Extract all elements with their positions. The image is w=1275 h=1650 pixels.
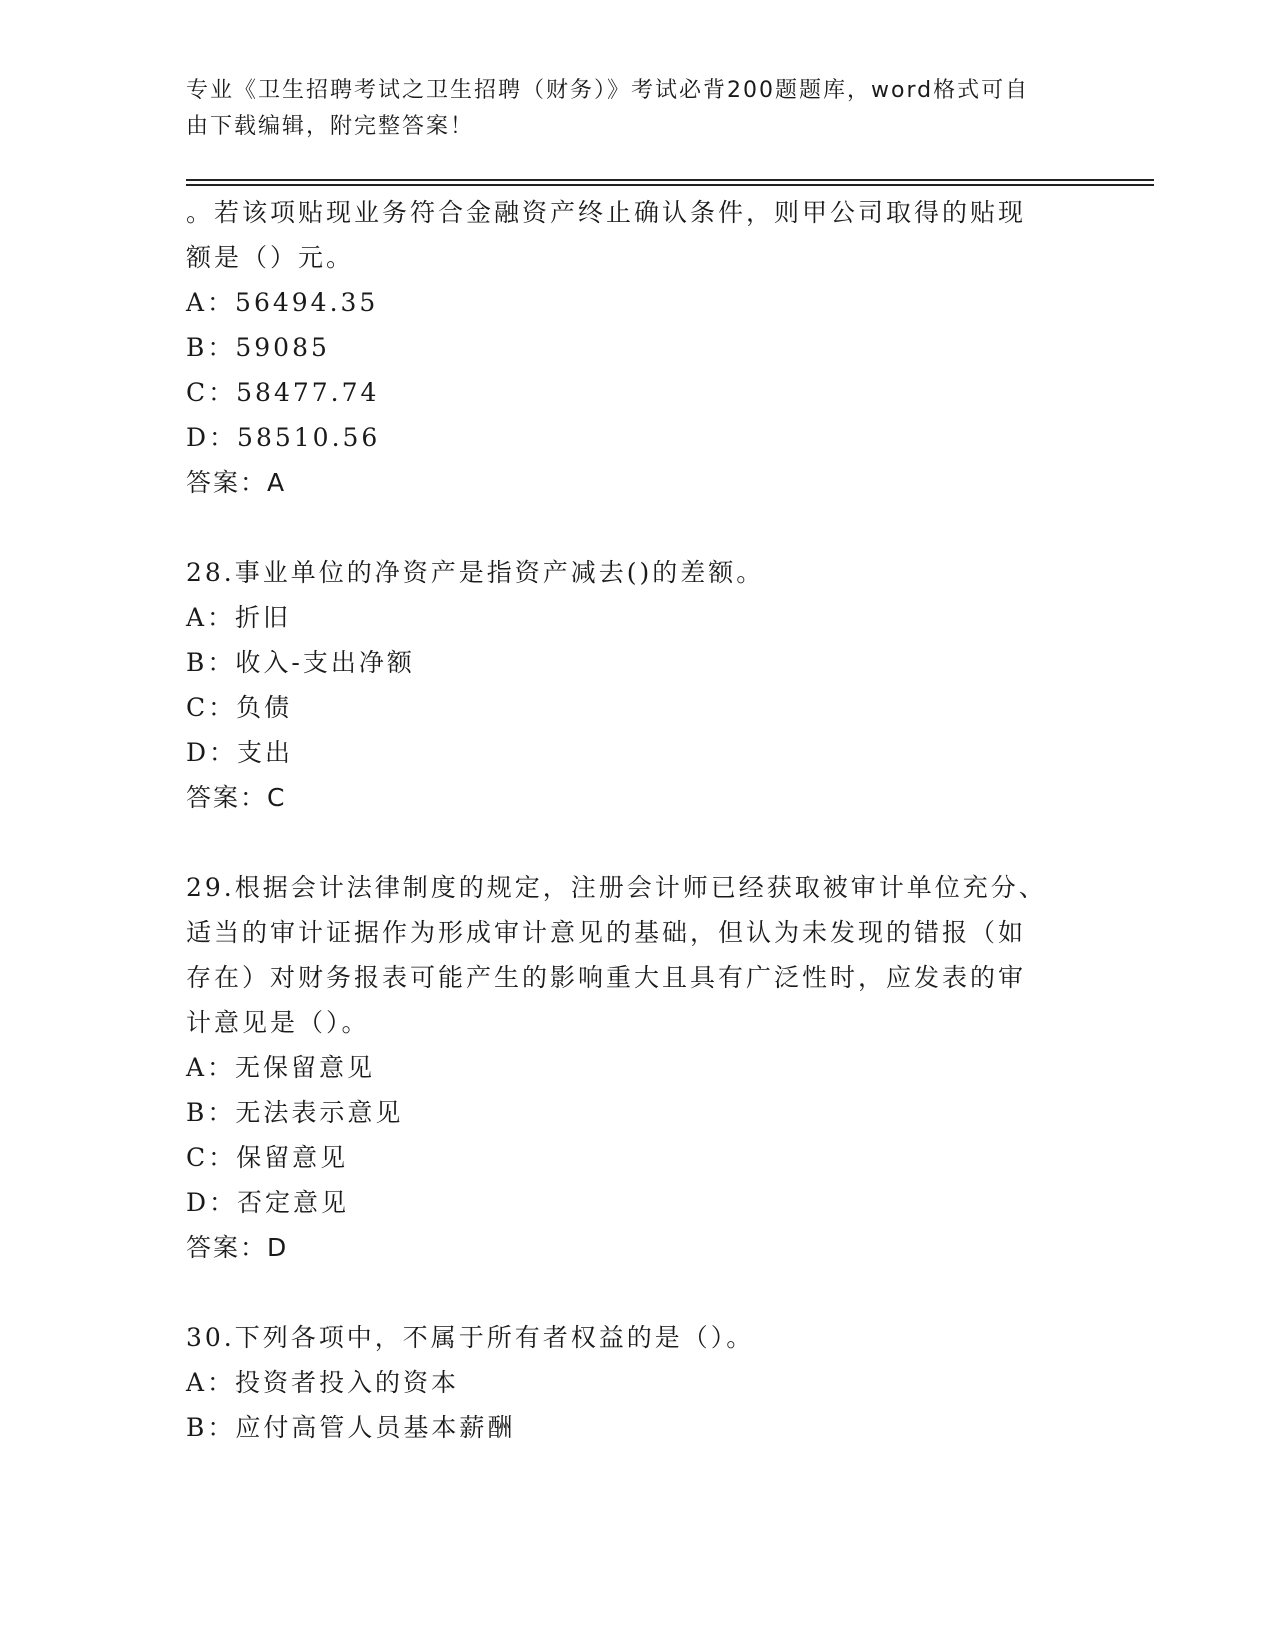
question-text-line: 28.事业单位的净资产是指资产减去()的差额。 [186, 558, 765, 587]
question-text [186, 550, 1066, 595]
question-text-line: 存在）对财务报表可能产生的影响重大且具有广泛性时，应发表的审 [186, 963, 1027, 992]
spacer [186, 505, 1066, 550]
option-a: A：折旧 [186, 603, 292, 632]
option-a: A：无保留意见 [186, 1053, 376, 1082]
option-b: B：无法表示意见 [186, 1098, 404, 1127]
option-d: D：否定意见 [186, 1188, 350, 1217]
answer-line: 答案：A [186, 468, 287, 497]
question-text [186, 190, 1066, 280]
header-line-2: 由下载编辑，附完整答案！ [186, 114, 475, 139]
option-b: B：应付高管人员基本薪酬 [186, 1413, 516, 1442]
spacer [186, 820, 1066, 865]
option-c: C：保留意见 [186, 1143, 349, 1172]
question-text [186, 865, 1066, 1045]
question-item [186, 1315, 1066, 1450]
question-text [186, 1315, 1066, 1360]
document-header [186, 73, 1066, 145]
option-c: C：58477.74 [186, 378, 380, 407]
question-text-line: 适当的审计证据作为形成审计意见的基础，但认为未发现的错报（如 [186, 918, 1027, 947]
option-b: B：收入-支出净额 [186, 648, 415, 677]
option-d: D：支出 [186, 738, 294, 767]
question-item [186, 865, 1066, 1270]
question-text-line: 30.下列各项中，不属于所有者权益的是（）。 [186, 1323, 755, 1352]
question-item [186, 550, 1066, 820]
header-line-1: 专业《卫生招聘考试之卫生招聘（财务）》考试必背200题题库，word格式可自 [186, 78, 1030, 103]
question-text-line: 计意见是（）。 [186, 1008, 370, 1037]
question-text-line: 。若该项贴现业务符合金融资产终止确认条件，则甲公司取得的贴现 [186, 198, 1027, 227]
spacer [186, 1270, 1066, 1315]
question-item [186, 190, 1066, 505]
question-list [186, 190, 1066, 1450]
option-a: A：56494.35 [186, 288, 379, 317]
option-a: A：投资者投入的资本 [186, 1368, 460, 1397]
option-b: B：59085 [186, 333, 330, 362]
question-text-line: 额是（）元。 [186, 243, 355, 272]
question-text-line: 29.根据会计法律制度的规定，注册会计师已经获取被审计单位充分、 [186, 873, 1047, 902]
answer-line: 答案：D [186, 1233, 289, 1262]
option-d: D：58510.56 [186, 423, 381, 452]
option-c: C：负债 [186, 693, 293, 722]
header-divider-top [186, 179, 1154, 181]
header-divider-bottom [186, 184, 1154, 186]
answer-line: 答案：C [186, 783, 287, 812]
